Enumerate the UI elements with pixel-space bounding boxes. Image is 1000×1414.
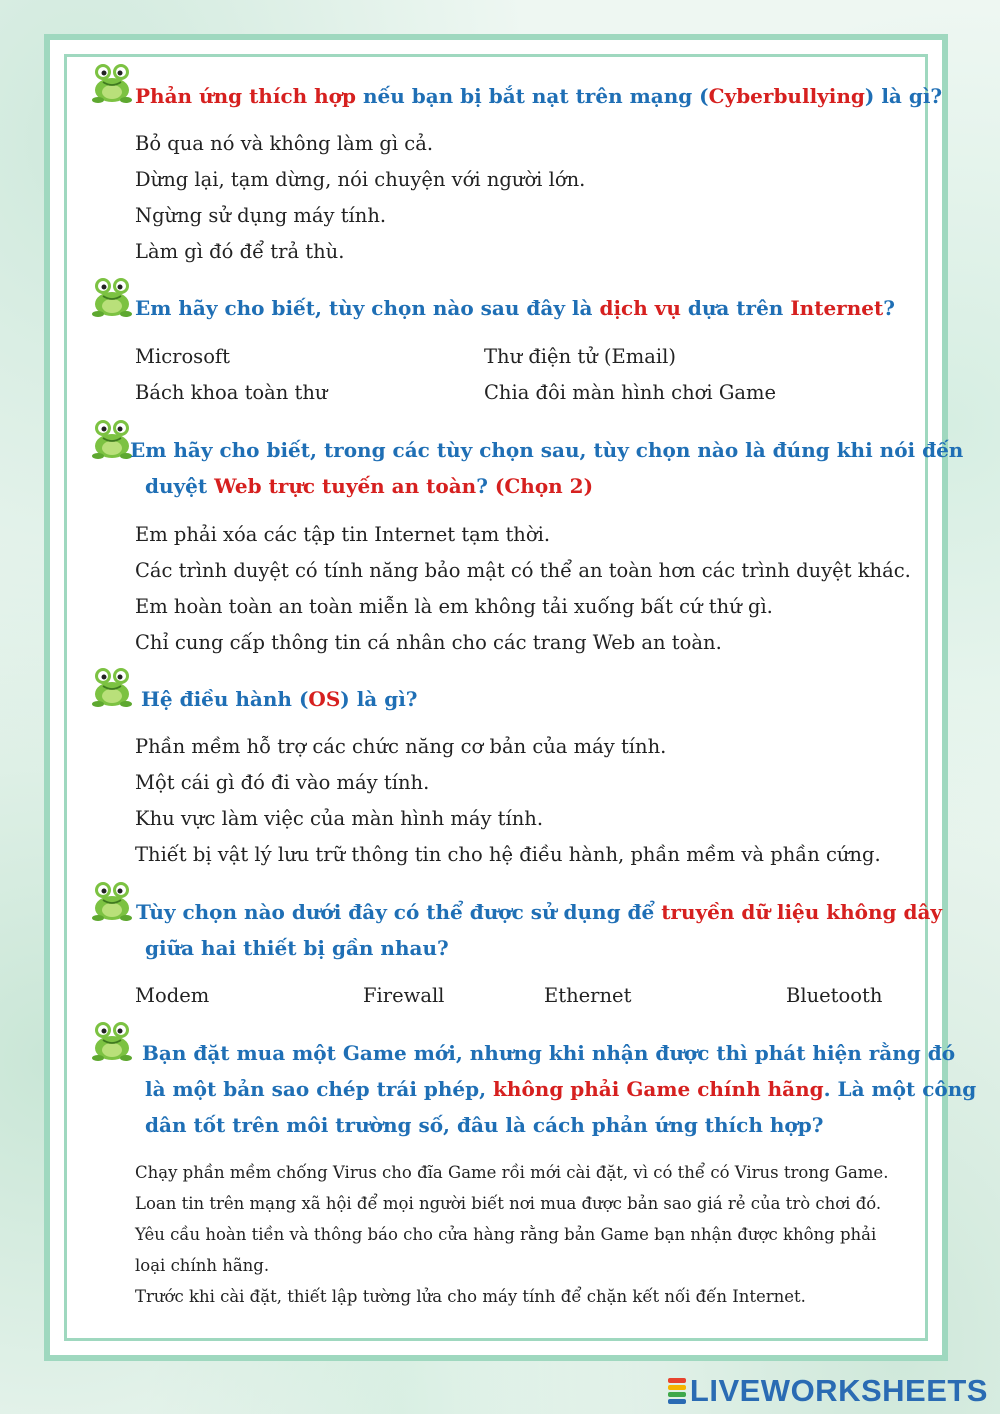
question-2-option-1[interactable]: Microsoft bbox=[135, 345, 230, 368]
question-6-option-4[interactable]: Trước khi cài đặt, thiết lập tường lửa cho máy tính để chặn kết nối đến Internet. bbox=[135, 1287, 806, 1306]
question-6-option-1[interactable]: Chạy phần mềm chống Virus cho đĩa Game rồi mới cài đặt, vì có thể có Virus trong Game. bbox=[135, 1163, 889, 1182]
frog-icon bbox=[92, 664, 132, 708]
frog-icon bbox=[92, 878, 132, 922]
frog-icon bbox=[92, 416, 132, 460]
question-5-option-1[interactable]: Modem bbox=[135, 984, 210, 1007]
question-5-title-line-1: Tùy chọn nào dưới đây có thể được sử dụng để truyền dữ liệu không dây bbox=[136, 900, 943, 924]
brand-name: LIVEWORKSHEETS bbox=[689, 1373, 988, 1408]
question-2-option-3[interactable]: Bách khoa toàn thư bbox=[135, 381, 328, 404]
question-1-option-4[interactable]: Làm gì đó để trả thù. bbox=[135, 240, 345, 263]
question-3-option-4[interactable]: Chỉ cung cấp thông tin cá nhân cho các trang Web an toàn. bbox=[135, 631, 722, 654]
question-3-option-2[interactable]: Các trình duyệt có tính năng bảo mật có thể an toàn hơn các trình duyệt khác. bbox=[135, 559, 911, 582]
question-6-title-line-3: dân tốt trên môi trường số, đâu là cách phản ứng thích hợp? bbox=[145, 1113, 824, 1137]
question-4-option-4[interactable]: Thiết bị vật lý lưu trữ thông tin cho hệ điều hành, phần mềm và phần cứng. bbox=[135, 843, 881, 866]
question-2-option-4[interactable]: Chia đôi màn hình chơi Game bbox=[484, 381, 777, 404]
question-3-option-1[interactable]: Em phải xóa các tập tin Internet tạm thời. bbox=[135, 523, 551, 546]
liveworksheets-logo-icon bbox=[668, 1378, 686, 1404]
question-6-title-line-2: là một bản sao chép trái phép, không phải Game chính hãng. Là một công bbox=[145, 1077, 977, 1101]
frog-icon bbox=[92, 1018, 132, 1062]
question-6-option-3-continued[interactable]: loại chính hãng. bbox=[135, 1256, 270, 1275]
question-5-option-4[interactable]: Bluetooth bbox=[786, 984, 883, 1007]
frog-icon bbox=[92, 274, 132, 318]
question-6-option-2[interactable]: Loan tin trên mạng xã hội để mọi người biết nơi mua được bản sao giá rẻ của trò chơi đó. bbox=[135, 1194, 882, 1213]
question-5-option-3[interactable]: Ethernet bbox=[544, 984, 632, 1007]
question-1-option-3[interactable]: Ngừng sử dụng máy tính. bbox=[135, 204, 387, 227]
question-4-option-1[interactable]: Phần mềm hỗ trợ các chức năng cơ bản của máy tính. bbox=[135, 735, 667, 758]
question-2-option-2[interactable]: Thư điện tử (Email) bbox=[484, 345, 676, 368]
question-4-title: Hệ điều hành (OS) là gì? bbox=[141, 687, 418, 711]
frog-icon bbox=[92, 60, 132, 104]
question-6-title-line-1: Bạn đặt mua một Game mới, nhưng khi nhận được thì phát hiện rằng đó bbox=[142, 1041, 956, 1065]
question-3-title-line-2: duyệt Web trực tuyến an toàn? (Chọn 2) bbox=[145, 474, 594, 498]
question-2-title: Em hãy cho biết, tùy chọn nào sau đây là dịch vụ dựa trên Internet? bbox=[135, 296, 895, 320]
liveworksheets-logo bbox=[668, 1374, 988, 1408]
question-4-option-3[interactable]: Khu vực làm việc của màn hình máy tính. bbox=[135, 807, 544, 830]
question-1-option-2[interactable]: Dừng lại, tạm dừng, nói chuyện với người lớn. bbox=[135, 168, 586, 191]
question-3-option-3[interactable]: Em hoàn toàn an toàn miễn là em không tải xuống bất cứ thứ gì. bbox=[135, 595, 773, 618]
question-1-option-1[interactable]: Bỏ qua nó và không làm gì cả. bbox=[135, 132, 434, 155]
question-6-option-3[interactable]: Yêu cầu hoàn tiền và thông báo cho cửa hàng rằng bản Game bạn nhận được không phải bbox=[135, 1225, 877, 1244]
question-3-title-line-1: Em hãy cho biết, trong các tùy chọn sau, tùy chọn nào là đúng khi nói đến bbox=[130, 438, 964, 462]
question-1-title: Phản ứng thích hợp nếu bạn bị bắt nạt trên mạng (Cyberbullying) là gì? bbox=[135, 84, 943, 108]
question-4-option-2[interactable]: Một cái gì đó đi vào máy tính. bbox=[135, 771, 430, 794]
question-5-option-2[interactable]: Firewall bbox=[363, 984, 445, 1007]
question-5-title-line-2: giữa hai thiết bị gần nhau? bbox=[145, 936, 449, 960]
